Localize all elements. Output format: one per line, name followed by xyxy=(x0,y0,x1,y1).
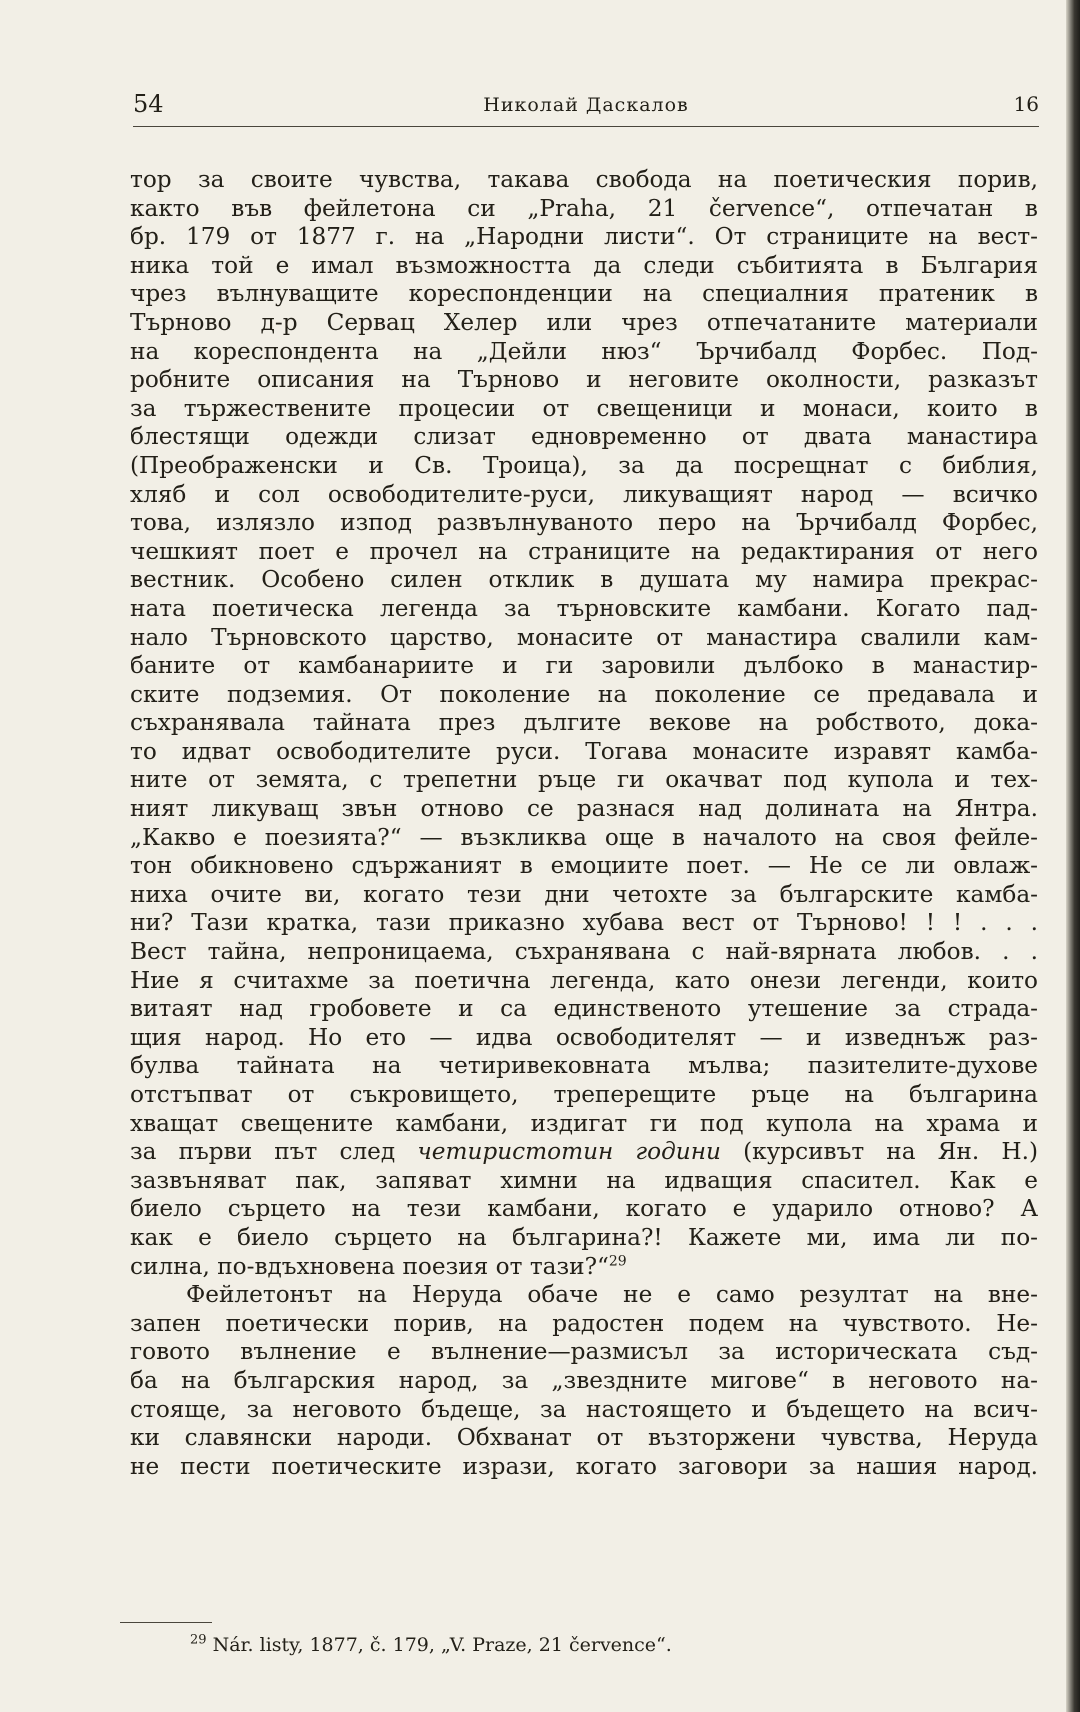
paragraph-1-tail xyxy=(130,1167,1038,1253)
italic-phrase: четиристотин години xyxy=(417,1138,721,1166)
text-line: отстъпват от съкровището, треперещите ръце на българина xyxy=(130,1081,1038,1108)
text-line: запен поетически порив, на радостен подем на чувството. Не- xyxy=(130,1309,1038,1337)
text-line: „Какво е поезията?“ — възкликва още в началото на своя фейле- xyxy=(130,823,1038,851)
text-line: чешкият поет е прочел на страниците на редактирания от него xyxy=(130,537,1038,565)
text-line: ниха очите ви, когато тези дни четохте за българските камба- xyxy=(130,880,1038,908)
text-line: ника той е имал възможността да следи събитията в България xyxy=(130,251,1038,279)
text-fragment: за първи път след xyxy=(130,1138,396,1166)
text-line: говото вълнение е вълнение—размисъл за историческата съд- xyxy=(130,1338,1038,1366)
text-line: тон обикновено сдържаният в емоциите поет. — Не се ли овлаж- xyxy=(130,852,1038,880)
footnote xyxy=(190,1632,1030,1658)
header-rule xyxy=(133,126,1039,127)
running-title: Николай Даскалов xyxy=(483,94,689,116)
text-line: хващат свещените камбани, издигат ги под купола на храма и xyxy=(130,1109,1038,1137)
text-line: щия народ. Но ето — идва освободителят — и изведнъж раз- xyxy=(130,1023,1038,1051)
paragraph-1 xyxy=(130,166,1038,1138)
text-line: не пести поетическите изрази, когато заговори за нашия народ. xyxy=(130,1452,1038,1480)
paragraph-2 xyxy=(130,1281,1038,1481)
text-line: ските подземия. От поколение на поколение се предавала и xyxy=(130,680,1038,708)
text-fragment: (курсивът на Ян. Н.) xyxy=(743,1138,1039,1166)
signature-number: 16 xyxy=(1013,92,1039,116)
text-line: ният ликуващ звън отново се разнася над долината на Янтра. xyxy=(130,795,1038,823)
text-line: булва тайната на четиривековната мълва; пазителите-духове xyxy=(130,1052,1038,1080)
text-line: нало Търновското царство, монасите от манастира свалили кам- xyxy=(130,623,1038,651)
text-line: съхранявала тайната през дългите векове на робството, дока- xyxy=(130,709,1038,737)
text-line: стояще, за неговото бъдеще, за настоящето и бъдещето на всич- xyxy=(130,1395,1038,1423)
text-line: Търново д-р Сервац Хелер или чрез отпечатаните материали xyxy=(130,308,1038,336)
text-line: ба на българския народ, за „звездните мигове“ в неговото на- xyxy=(130,1366,1038,1394)
text-line: (Преображенски и Св. Троица), за да посрещнат с библия, xyxy=(130,451,1038,479)
text-line-last xyxy=(130,1253,1038,1282)
text-fragment: силна, по-вдъхновена поезия от тази?“ xyxy=(130,1252,609,1280)
text-line: блестящи одежди слизат едновременно от двата манастира xyxy=(130,423,1038,451)
text-line: бр. 179 от 1877 г. на „Народни листи“. От страниците на вест- xyxy=(130,223,1038,251)
text-line: тор за своите чувства, такава свобода на поетическия порив, xyxy=(130,166,1038,193)
text-line: хляб и сол освободителите-руси, ликуващият народ — всичко xyxy=(130,480,1038,508)
text-line: зазвъняват пак, запяват химни на идващия спасител. Как е xyxy=(130,1166,1038,1194)
text-line: ната поетическа легенда за търновските камбани. Когато пад- xyxy=(130,594,1038,622)
text-line: ни? Тази кратка, тази приказно хубава вест от Търново! ! ! . . . xyxy=(130,909,1038,937)
text-line: чрез вълнуващите кореспонденции на специалния пратеник в xyxy=(130,280,1038,308)
text-line: ки славянски народи. Обхванат от възторжени чувства, Неруда xyxy=(130,1424,1038,1452)
text-line: биело сърцето на тези камбани, когато е ударило отново? А xyxy=(130,1195,1038,1223)
footnote-number: 29 xyxy=(190,1632,207,1648)
text-line: както във фейлетона си „Praha, 21 července“, отпечатан в xyxy=(130,194,1038,222)
footnote-text: Nár. listy, 1877, č. 179, „V. Praze, 21 července“. xyxy=(212,1634,672,1656)
text-line: това, излязло изпод развълнуваното перо на Ърчибалд Форбес, xyxy=(130,509,1038,537)
text-line: робните описания на Търново и неговите околности, разказът xyxy=(130,366,1038,394)
text-line: Вест тайна, непроницаема, съхранявана с най-вярната любов. . . xyxy=(130,938,1038,966)
text-line: за тържествените процесии от свещеници и монаси, които в xyxy=(130,394,1038,422)
footnote-rule xyxy=(120,1622,212,1623)
page-edge xyxy=(1066,0,1080,1712)
running-header xyxy=(133,86,1039,126)
footnote-ref: 29 xyxy=(608,1252,627,1269)
text-line: как е биело сърцето на българина?! Кажете ми, има ли по- xyxy=(130,1223,1038,1251)
text-line: витаят над гробовете и са единственото утешение за страда- xyxy=(130,995,1038,1023)
text-line: Ние я считахме за поетична легенда, като онези легенди, които xyxy=(130,966,1038,994)
text-line: баните от камбанариите и ги заровили дълбоко в манастир- xyxy=(130,652,1038,680)
body-text xyxy=(130,166,1038,1481)
text-line: ните от земята, с трепетни ръце ги окачват под купола и тех- xyxy=(130,766,1038,794)
text-line: Фейлетонът на Неруда обаче не е само резултат на вне- xyxy=(186,1281,1038,1309)
text-line: вестник. Особено силен отклик в душата му намира прекрас- xyxy=(130,566,1038,594)
text-line: на кореспондента на „Дейли нюз“ Ърчибалд Форбес. Под- xyxy=(130,337,1038,365)
text-line: то идват освободителите руси. Тогава монасите изравят камба- xyxy=(130,737,1038,765)
text-line-italic xyxy=(130,1138,1038,1167)
page-number: 54 xyxy=(133,90,164,118)
